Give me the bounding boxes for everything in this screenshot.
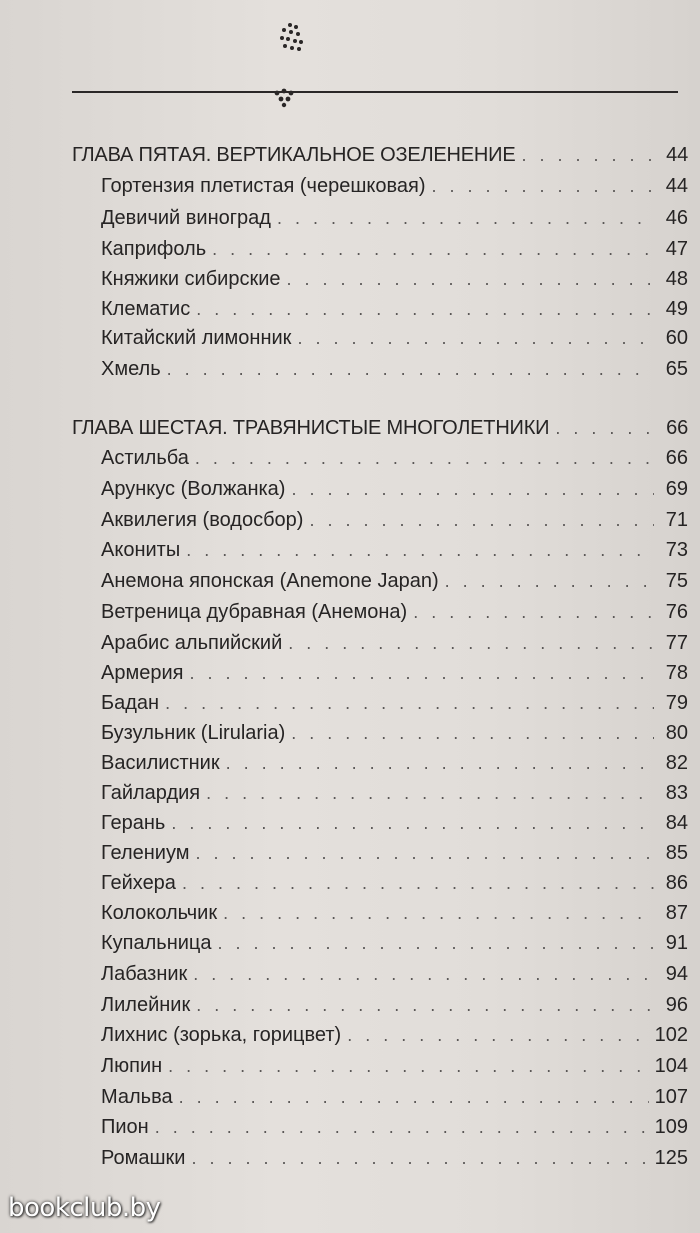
page-number: 47 xyxy=(665,238,688,260)
entry-title: Колокольчик xyxy=(101,902,218,924)
dot-leader xyxy=(212,236,654,262)
divider-ornament-icon xyxy=(275,89,294,108)
entry-title: Княжики сибирские xyxy=(101,268,281,290)
entry-title: Анемона японская (Anemone Japan) xyxy=(101,570,439,592)
page-number: 44 xyxy=(665,175,688,197)
dot-leader xyxy=(431,173,654,199)
page-number: 66 xyxy=(665,447,688,469)
entry-title: Мальва xyxy=(101,1086,173,1108)
dot-leader xyxy=(218,930,655,956)
toc-entry xyxy=(101,1053,688,1081)
dot-leader xyxy=(291,476,654,502)
dot-leader xyxy=(193,961,654,987)
page-number: 78 xyxy=(665,662,688,684)
entry-title: Астильба xyxy=(101,447,189,469)
dot-leader xyxy=(521,142,654,168)
page-number: 83 xyxy=(665,782,688,804)
dot-leader xyxy=(196,296,654,322)
dot-leader xyxy=(167,356,654,382)
dot-leader xyxy=(186,537,654,563)
page-number: 75 xyxy=(665,570,688,592)
site-watermark: bookclub.by xyxy=(8,1193,161,1223)
toc-entry xyxy=(101,690,688,718)
toc-entry xyxy=(101,476,688,504)
entry-title: Арункус (Волжанка) xyxy=(101,478,286,500)
entry-title: Бузульник (Lirularia) xyxy=(101,722,286,744)
toc-entry xyxy=(101,1145,688,1173)
entry-title: Арабис альпийский xyxy=(101,632,283,654)
toc-chapter-5 xyxy=(72,142,688,170)
entry-title: Лихнис (зорька, горицвет) xyxy=(101,1024,342,1046)
toc-entry xyxy=(101,205,688,233)
dot-leader xyxy=(287,266,654,292)
dot-leader xyxy=(297,325,654,351)
toc-entry xyxy=(101,296,688,324)
entry-title: Лилейник xyxy=(101,994,191,1016)
dot-leader xyxy=(347,1022,648,1048)
dot-leader xyxy=(182,870,654,896)
toc-entry xyxy=(101,900,688,928)
toc-entry xyxy=(101,930,688,958)
toc-entry xyxy=(101,537,688,565)
page-number: 109 xyxy=(654,1116,688,1138)
toc-entry xyxy=(101,1022,688,1050)
dot-leader xyxy=(226,750,654,776)
dot-leader xyxy=(445,568,654,594)
toc-entry xyxy=(101,236,688,264)
entry-title: Акониты xyxy=(101,539,181,561)
toc-entry xyxy=(101,870,688,898)
page-number: 73 xyxy=(665,539,688,561)
toc-entry xyxy=(101,1114,688,1142)
entry-title: Пион xyxy=(101,1116,149,1138)
entry-title: Девичий виноград xyxy=(101,207,271,229)
entry-title: Хмель xyxy=(101,358,161,380)
dot-leader xyxy=(223,900,654,926)
page-number: 82 xyxy=(665,752,688,774)
entry-title: Купальница xyxy=(101,932,212,954)
page-number: 86 xyxy=(665,872,688,894)
toc-entry xyxy=(101,840,688,868)
page-number: 49 xyxy=(665,298,688,320)
page-number: 66 xyxy=(666,417,688,439)
toc-entry xyxy=(101,810,688,838)
page-number: 48 xyxy=(665,268,688,290)
entry-title: Люпин xyxy=(101,1055,163,1077)
entry-title: Гейхера xyxy=(101,872,176,894)
page-number: 107 xyxy=(654,1086,688,1108)
dot-leader xyxy=(196,992,654,1018)
chapter-title: ГЛАВА ПЯТАЯ. ВЕРТИКАЛЬНОЕ ОЗЕЛЕНЕНИЕ xyxy=(72,144,516,166)
page-number: 46 xyxy=(665,207,688,229)
page-number: 71 xyxy=(665,509,688,531)
entry-title: Китайский лимонник xyxy=(101,327,292,349)
toc-entry xyxy=(101,325,688,353)
dot-leader xyxy=(179,1084,649,1110)
toc-entry xyxy=(101,356,688,384)
dot-leader xyxy=(555,415,654,441)
page-number: 60 xyxy=(665,327,688,349)
entry-title: Василистник xyxy=(101,752,220,774)
page-number: 102 xyxy=(654,1024,688,1046)
toc-entry xyxy=(101,992,688,1020)
page-number: 85 xyxy=(665,842,688,864)
toc-entry xyxy=(101,961,688,989)
dot-leader xyxy=(168,1053,648,1079)
entry-title: Гайлардия xyxy=(101,782,201,804)
toc-entry xyxy=(101,507,688,535)
entry-title: Армерия xyxy=(101,662,184,684)
chapter-title: ГЛАВА ШЕСТАЯ. ТРАВЯНИСТЫЕ МНОГОЛЕТНИКИ xyxy=(72,417,550,439)
page-number: 80 xyxy=(665,722,688,744)
page-number: 104 xyxy=(654,1055,688,1077)
entry-title: Герань xyxy=(101,812,166,834)
page-number: 91 xyxy=(665,932,688,954)
page-number: 77 xyxy=(665,632,688,654)
toc-entry xyxy=(101,173,688,201)
page-number: 125 xyxy=(654,1147,688,1169)
page-number: 76 xyxy=(665,601,688,623)
page-number: 79 xyxy=(665,692,688,714)
toc-entry xyxy=(101,266,688,294)
entry-title: Ветреница дубравная (Анемона) xyxy=(101,601,408,623)
dot-leader xyxy=(195,445,654,471)
entry-title: Ромашки xyxy=(101,1147,186,1169)
toc-entry xyxy=(101,660,688,688)
dot-leader xyxy=(196,840,655,866)
toc-entry xyxy=(101,599,688,627)
toc-entry xyxy=(101,720,688,748)
entry-title: Бадан xyxy=(101,692,160,714)
page-number: 65 xyxy=(665,358,688,380)
dot-leader xyxy=(291,720,654,746)
dot-leader xyxy=(288,630,654,656)
toc-entry xyxy=(101,445,688,473)
entry-title: Гелениум xyxy=(101,842,190,864)
page-number: 69 xyxy=(665,478,688,500)
page-number: 87 xyxy=(665,902,688,924)
dot-leader xyxy=(191,1145,648,1171)
toc-entry xyxy=(101,568,688,596)
dot-leader xyxy=(189,660,654,686)
dot-leader xyxy=(309,507,654,533)
entry-title: Аквилегия (водосбор) xyxy=(101,509,304,531)
page-number: 44 xyxy=(666,144,688,166)
dot-leader xyxy=(206,780,654,806)
entry-title: Лабазник xyxy=(101,963,188,985)
dot-leader xyxy=(171,810,654,836)
page-number: 94 xyxy=(665,963,688,985)
page-number: 84 xyxy=(665,812,688,834)
toc-chapter-6 xyxy=(72,415,688,443)
toc-entry xyxy=(101,750,688,778)
entry-title: Гортензия плетистая (черешковая) xyxy=(101,175,426,197)
page-number: 96 xyxy=(665,994,688,1016)
toc-entry xyxy=(101,630,688,658)
entry-title: Каприфоль xyxy=(101,238,207,260)
toc-entry xyxy=(101,1084,688,1112)
entry-title: Клематис xyxy=(101,298,191,320)
dot-leader xyxy=(155,1114,649,1140)
dot-leader xyxy=(165,690,654,716)
dot-leader xyxy=(277,205,654,231)
header-divider xyxy=(72,88,678,108)
toc-entry xyxy=(101,780,688,808)
ornament-dots-icon xyxy=(270,18,314,58)
dot-leader xyxy=(413,599,654,625)
